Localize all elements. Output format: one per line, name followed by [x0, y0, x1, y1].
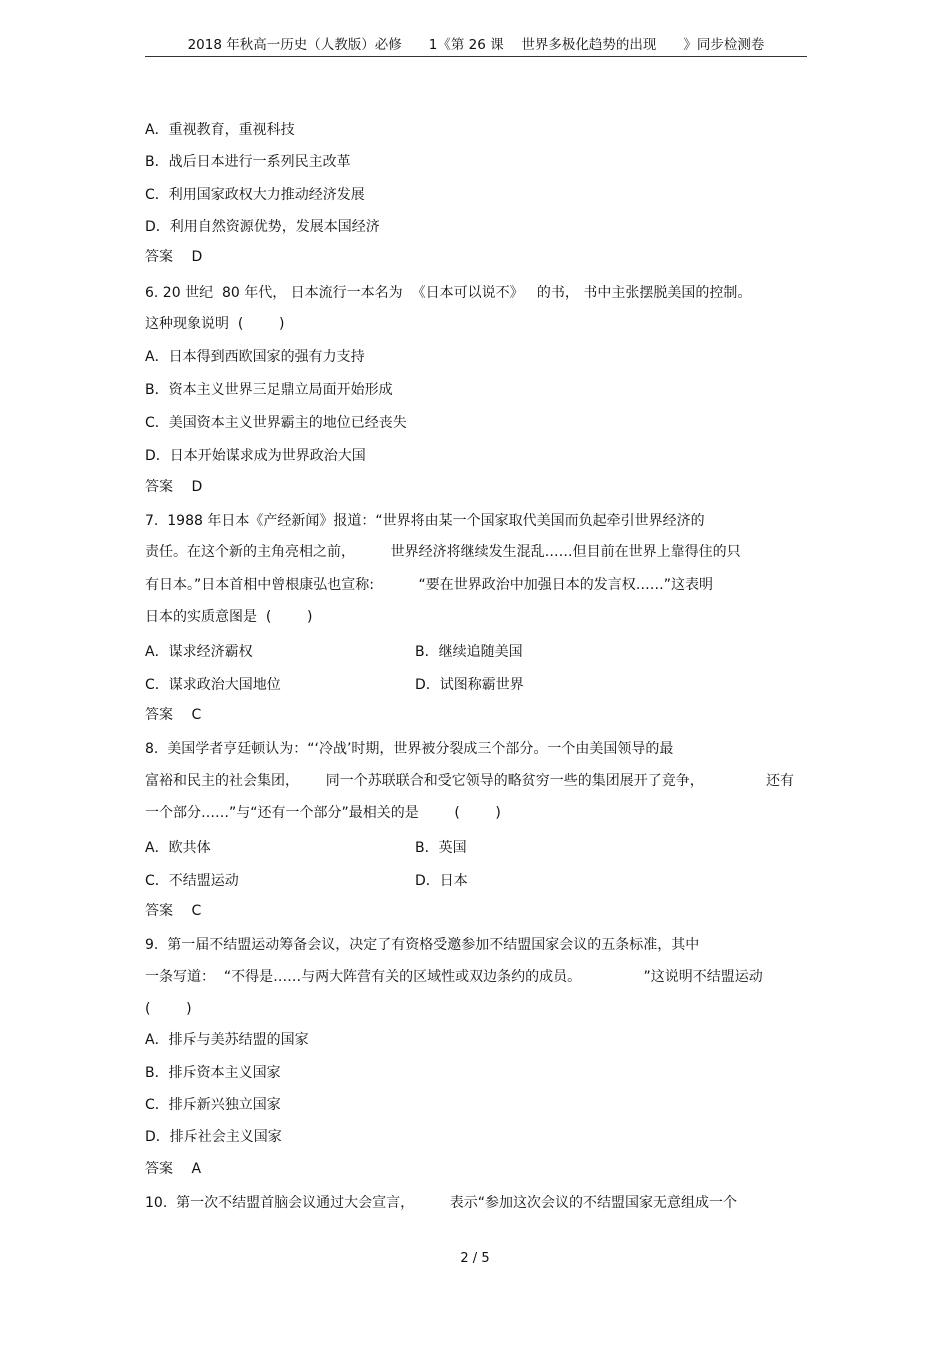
- q6-answer: 答案 D: [145, 479, 203, 495]
- q10-stem-line-1: 10. 第一次不结盟首脑会议通过大会宣言， 表示“参加这次会议的不结盟国家无意组成一个: [145, 1195, 738, 1211]
- q5-option-a: A．重视教育，重视科技: [145, 122, 295, 138]
- q9-stem-line-3: ( ): [145, 1001, 192, 1017]
- q6-stem-line-2: 这种现象说明 ( ): [145, 316, 285, 332]
- q8-option-b: B．英国: [415, 840, 467, 856]
- q7-stem-line-1: 7. 1988 年日本《产经新闻》报道：“世界将由某一个国家取代美国而负起牵引世界经济的: [145, 513, 705, 529]
- page-number: 2 / 5: [460, 1251, 490, 1266]
- q9-stem-line-2: 一条写道： “不得是……与两大阵营有关的区域性或双边条约的成员。 ”这说明不结盟运动: [145, 969, 763, 985]
- q8-option-c: C．不结盟运动: [145, 873, 239, 889]
- q6-option-d: D．日本开始谋求成为世界政治大国: [145, 448, 366, 464]
- q7-option-d: D．试图称霸世界: [415, 677, 524, 693]
- q5-option-c: C．利用国家政权大力推动经济发展: [145, 187, 365, 203]
- q6-stem-line-1: 6. 20 世纪 80 年代， 日本流行一本名为 《日本可以说不》 的书， 书中主张摆脱美国的控制。: [145, 285, 752, 301]
- q5-option-b: B．战后日本进行一系列民主改革: [145, 154, 351, 170]
- q5-option-d: D．利用自然资源优势，发展本国经济: [145, 219, 380, 235]
- q7-option-b: B．继续追随美国: [415, 644, 523, 660]
- q5-answer: 答案 D: [145, 249, 203, 265]
- q9-option-c: C．排斥新兴独立国家: [145, 1097, 281, 1113]
- q6-option-a: A．日本得到西欧国家的强有力支持: [145, 349, 365, 365]
- q9-option-a: A．排斥与美苏结盟的国家: [145, 1032, 309, 1048]
- q9-stem-line-1: 9. 第一届不结盟运动筹备会议，决定了有资格受邀参加不结盟国家会议的五条标准，其中: [145, 937, 700, 953]
- page-header: 2018 年秋高一历史（人教版）必修 1《第 26 课 世界多极化趋势的出现 》同步检测卷: [145, 36, 807, 57]
- q7-answer: 答案 C: [145, 707, 202, 723]
- q8-option-d: D．日本: [415, 873, 468, 889]
- q7-stem-line-4: 日本的实质意图是 ( ): [145, 609, 313, 625]
- q7-stem-line-3: 有日本。”日本首相中曾根康弘也宣称: “要在世界政治中加强日本的发言权……”这表明: [145, 577, 713, 593]
- q6-option-c: C．美国资本主义世界霸主的地位已经丧失: [145, 415, 407, 431]
- q9-option-b: B．排斥资本主义国家: [145, 1065, 281, 1081]
- q9-option-d: D．排斥社会主义国家: [145, 1129, 282, 1145]
- q8-answer: 答案 C: [145, 903, 202, 919]
- q7-option-c: C．谋求政治大国地位: [145, 677, 281, 693]
- q8-stem-line-2: 富裕和民主的社会集团， 同一个苏联联合和受它领导的略贫穷一些的集团展开了竞争， 还有: [145, 773, 795, 789]
- q9-answer: 答案 A: [145, 1161, 202, 1177]
- q8-stem-line-3: 一个部分……”与“还有一个部分”最相关的是 ( ): [145, 805, 501, 821]
- q8-stem-line-1: 8. 美国学者亨廷顿认为：“‘冷战’时期，世界被分裂成三个部分。一个由美国领导的最: [145, 741, 674, 757]
- q7-option-a: A．谋求经济霸权: [145, 644, 253, 660]
- q8-option-a: A．欧共体: [145, 840, 211, 856]
- q7-stem-line-2: 责任。在这个新的主角亮相之前， 世界经济将继续发生混乱……但目前在世界上靠得住的只: [145, 544, 741, 560]
- q6-option-b: B．资本主义世界三足鼎立局面开始形成: [145, 382, 393, 398]
